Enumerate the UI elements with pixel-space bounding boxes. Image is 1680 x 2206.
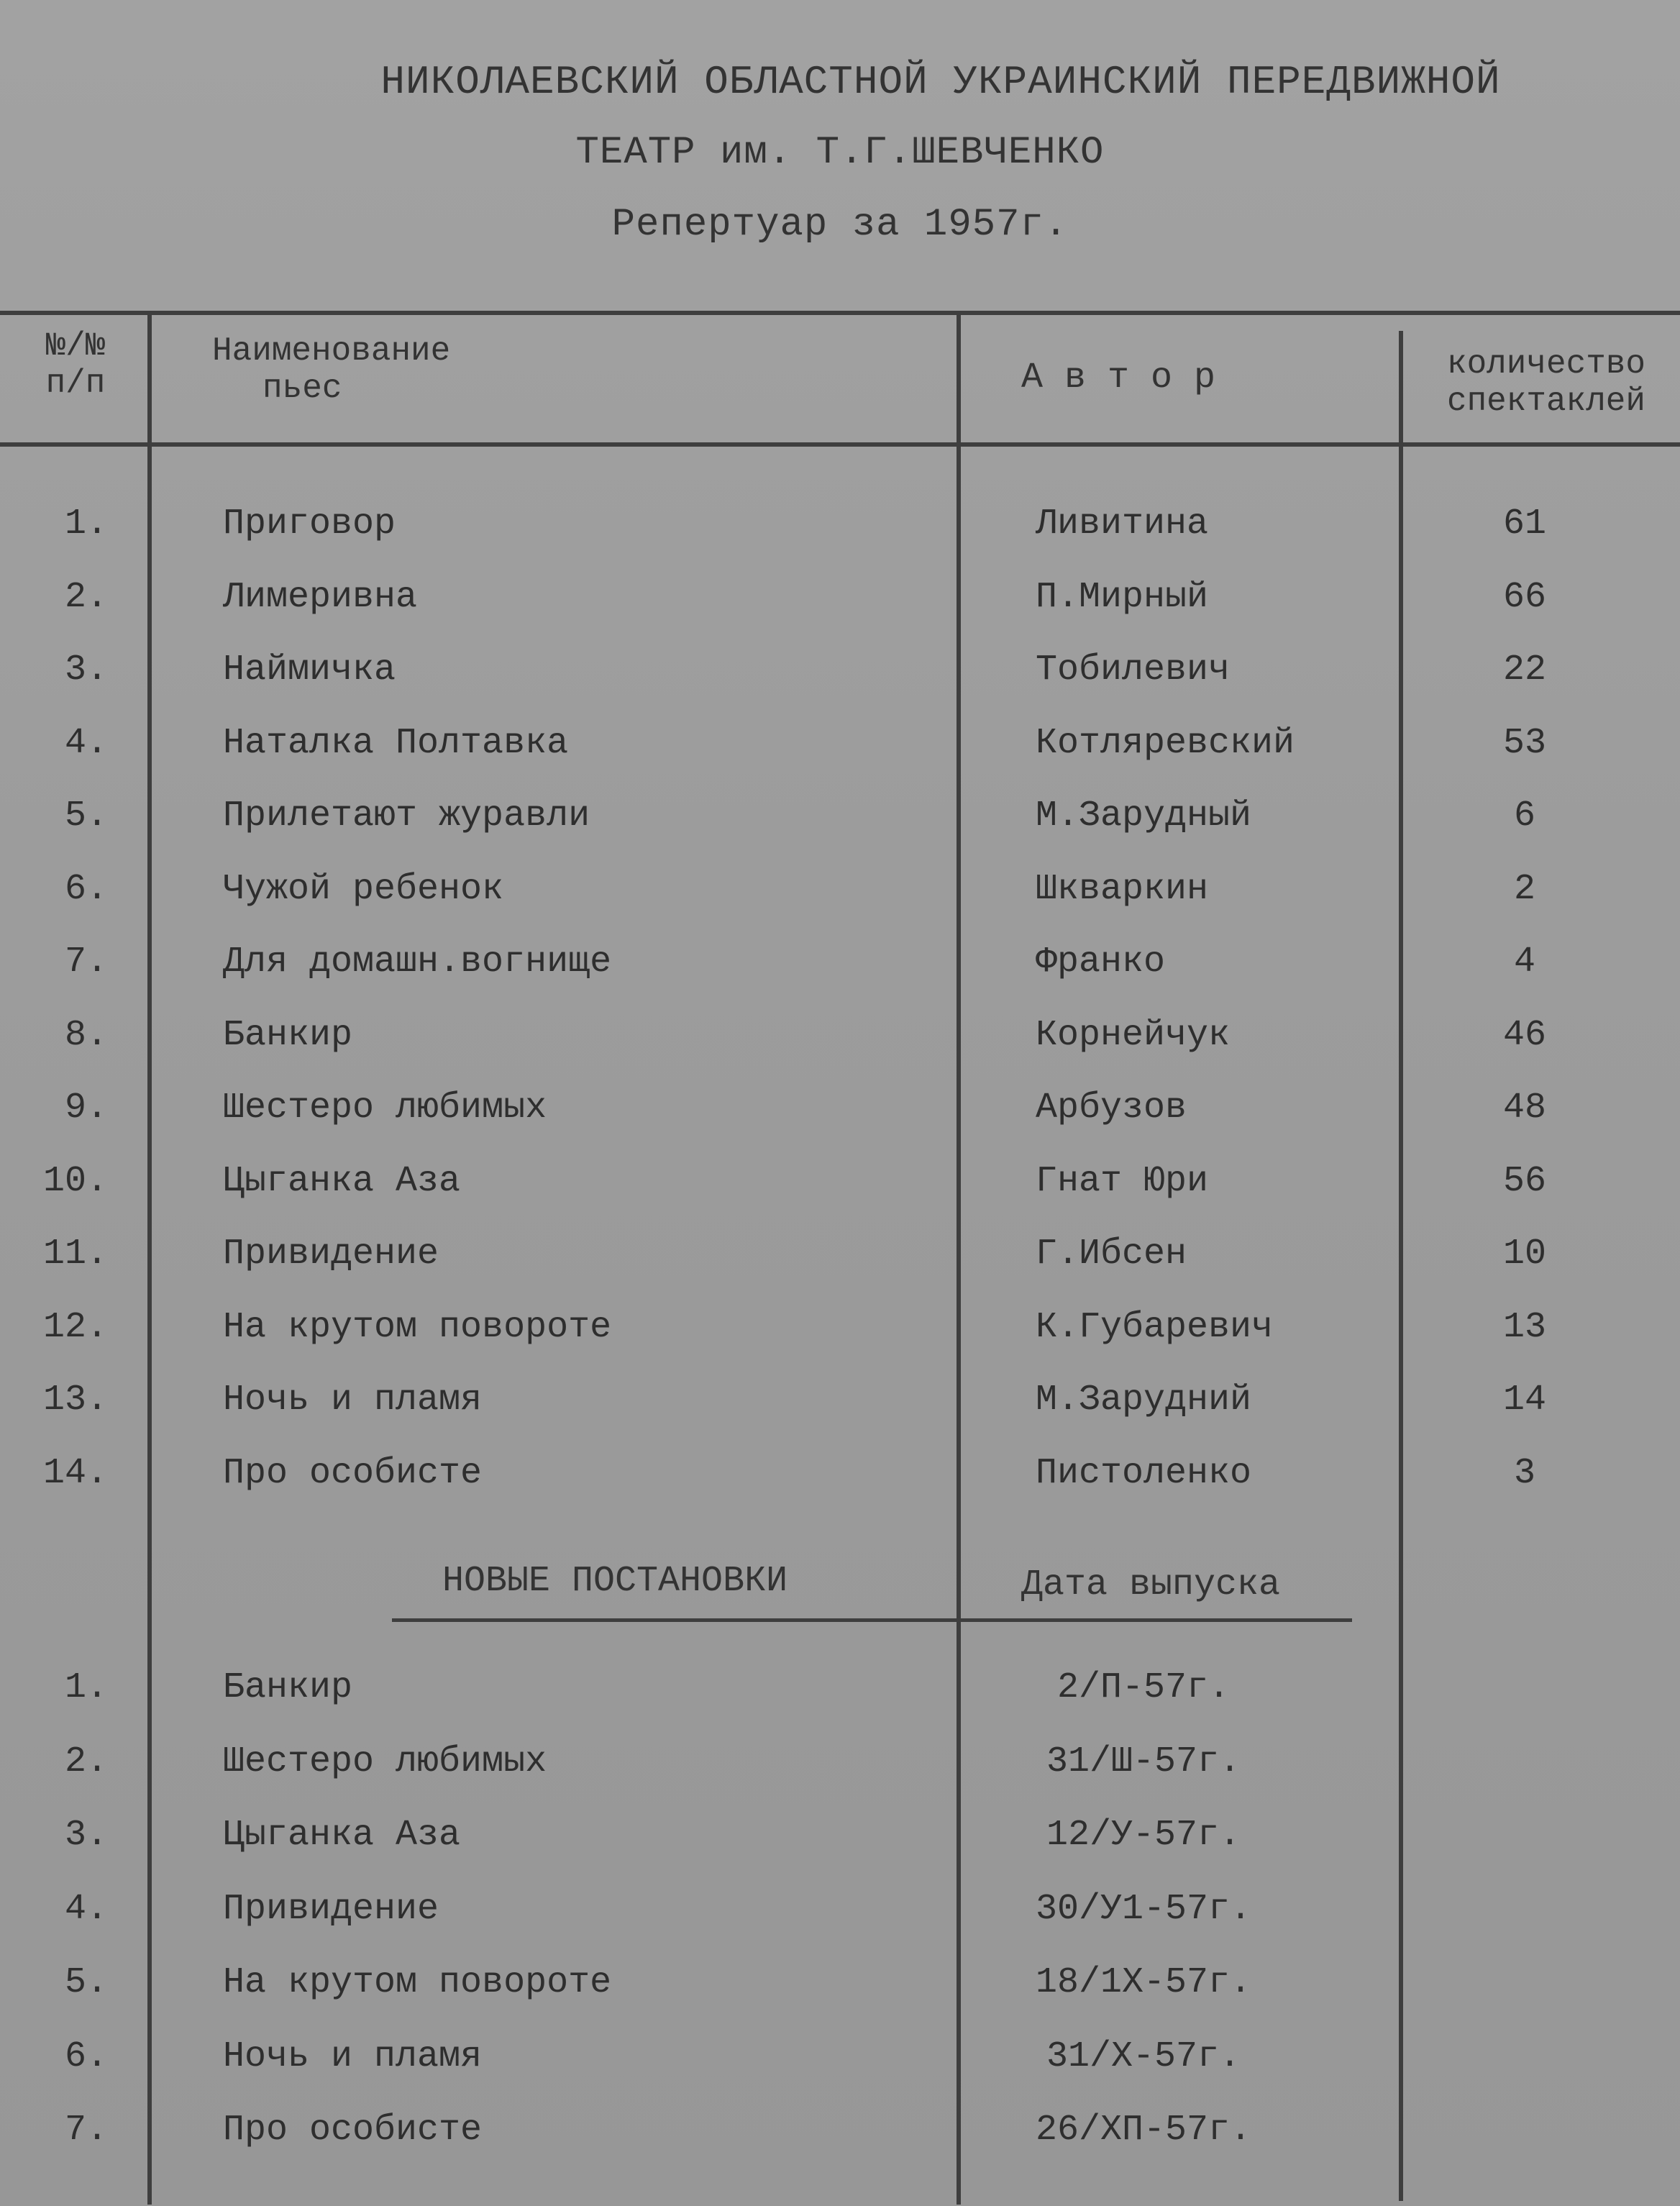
table-row — [0, 2036, 1680, 2108]
column-header-title-line1: Наименование — [212, 332, 451, 370]
play-title: Ночь и пламя — [223, 1380, 483, 1421]
row-number: 11. — [42, 1234, 108, 1275]
play-title: Про особисте — [223, 1453, 483, 1494]
release-date: 31/Ш-57г. — [1046, 1741, 1241, 1782]
performance-count: 14 — [1502, 1380, 1546, 1421]
release-date: 26/ХП-57г. — [1036, 2110, 1252, 2151]
play-author: Арбузов — [1036, 1088, 1187, 1129]
row-number: 7. — [64, 942, 108, 983]
row-number: 8. — [64, 1015, 108, 1056]
play-title: Банкир — [223, 1667, 353, 1708]
table-row — [0, 942, 1680, 1013]
row-number: 3. — [64, 1815, 108, 1856]
play-title: Наталка Полтавка — [223, 723, 569, 764]
column-header-number — [29, 327, 122, 402]
play-title: Прилетают журавли — [223, 796, 590, 837]
play-title: Про особисте — [223, 2110, 483, 2151]
table-row — [0, 503, 1680, 575]
table-row — [0, 1380, 1680, 1451]
release-date-header: Дата выпуска — [1021, 1564, 1281, 1605]
play-title: Шестеро любимых — [223, 1088, 547, 1129]
performance-count: 2 — [1513, 869, 1535, 910]
document-title-line2: ТЕАТР им. Т.Г.ШЕВЧЕНКО — [575, 131, 1105, 175]
performance-count: 61 — [1502, 503, 1546, 544]
table-row — [0, 796, 1680, 867]
play-title: На крутом повороте — [223, 1962, 612, 2003]
table-row — [0, 1088, 1680, 1159]
play-author: Корнейчук — [1036, 1015, 1231, 1056]
table-row — [0, 577, 1680, 649]
table-row — [0, 1161, 1680, 1233]
row-number: 10. — [42, 1161, 108, 1202]
table-row — [0, 650, 1680, 721]
performance-count: 56 — [1502, 1161, 1546, 1202]
performance-count: 13 — [1502, 1307, 1546, 1348]
performance-count: 53 — [1502, 723, 1546, 764]
document-title-line1: НИКОЛАЕВСКИЙ ОБЛАСТНОЙ УКРАИНСКИЙ ПЕРЕДВИЖНОЙ — [380, 59, 1501, 105]
table-row — [0, 723, 1680, 795]
play-title: Лимеривна — [223, 577, 418, 618]
table-row — [0, 2110, 1680, 2182]
column-header-count-line1: количество — [1446, 345, 1646, 383]
play-author: Шкваркин — [1036, 869, 1209, 910]
play-author: М.Зарудний — [1036, 1380, 1252, 1421]
play-author: Гнат Юри — [1036, 1161, 1209, 1202]
play-title: Шестеро любимых — [223, 1741, 547, 1782]
row-number: 4. — [64, 723, 108, 764]
row-number: 1. — [64, 503, 108, 544]
column-header-count-line2: спектаклей — [1446, 383, 1646, 420]
new-productions-heading: НОВЫЕ ПОСТАНОВКИ — [442, 1561, 788, 1602]
row-number: 9. — [64, 1088, 108, 1129]
play-author: П.Мирный — [1036, 577, 1209, 618]
row-number: 3. — [64, 650, 108, 690]
row-number: 5. — [64, 1962, 108, 2003]
performance-count: 66 — [1502, 577, 1546, 618]
row-number: 7. — [64, 2110, 108, 2151]
play-title: Для домашн.вогнище — [223, 942, 612, 983]
table-row — [0, 869, 1680, 941]
play-title: Наймичка — [223, 650, 396, 690]
row-number: 5. — [64, 796, 108, 837]
release-date: 31/Х-57г. — [1046, 2036, 1241, 2077]
performance-count: 22 — [1502, 650, 1546, 690]
column-header-author: А в т о р — [1021, 357, 1216, 398]
column-header-title — [212, 332, 450, 407]
performance-count: 4 — [1513, 942, 1535, 983]
play-author: Котляревский — [1036, 723, 1295, 764]
column-header-number-line1: №/№ — [45, 327, 106, 365]
play-title: На крутом повороте — [223, 1307, 612, 1348]
release-date: 2/П-57г. — [1056, 1667, 1231, 1708]
play-title: Банкир — [223, 1015, 353, 1056]
row-number: 12. — [42, 1307, 108, 1348]
performance-count: 10 — [1502, 1234, 1546, 1275]
play-author: Франко — [1036, 942, 1166, 983]
header-bottom-rule — [0, 442, 1680, 447]
row-number: 14. — [42, 1453, 108, 1494]
table-row — [0, 1962, 1680, 2034]
play-author: Г.Ибсен — [1036, 1234, 1187, 1275]
play-author: Тобилевич — [1036, 650, 1231, 690]
row-number: 6. — [64, 869, 108, 910]
table-row — [0, 1015, 1680, 1087]
performance-count: 6 — [1513, 796, 1535, 837]
row-number: 6. — [64, 2036, 108, 2077]
table-row — [0, 1741, 1680, 1813]
play-author: М.Зарудный — [1036, 796, 1252, 837]
release-date: 12/У-57г. — [1046, 1815, 1241, 1856]
new-productions-rule — [392, 1618, 1352, 1622]
table-row — [0, 1889, 1680, 1961]
column-header-title-line2: пьес — [262, 370, 342, 407]
row-number: 2. — [64, 577, 108, 618]
performance-count: 48 — [1502, 1088, 1546, 1129]
play-author: К.Губаревич — [1036, 1307, 1274, 1348]
play-title: Привидение — [223, 1234, 439, 1275]
release-date: 30/У1-57г. — [1036, 1889, 1252, 1930]
column-header-number-line2: п/п — [45, 365, 106, 402]
table-row — [0, 1234, 1680, 1305]
row-number: 13. — [42, 1380, 108, 1421]
play-title: Ночь и пламя — [223, 2036, 483, 2077]
play-author: Ливитина — [1036, 503, 1209, 544]
performance-count: 46 — [1502, 1015, 1546, 1056]
row-number: 2. — [64, 1741, 108, 1782]
row-number: 1. — [64, 1667, 108, 1708]
table-row — [0, 1453, 1680, 1525]
play-title: Цыганка Аза — [223, 1815, 461, 1856]
table-row — [0, 1667, 1680, 1739]
column-header-count — [1428, 345, 1665, 420]
play-title: Приговор — [223, 503, 396, 544]
performance-count: 3 — [1513, 1453, 1535, 1494]
play-title: Чужой ребенок — [223, 869, 504, 910]
release-date: 18/1Х-57г. — [1036, 1962, 1252, 2003]
play-title: Привидение — [223, 1889, 439, 1930]
play-author: Пистоленко — [1036, 1453, 1252, 1494]
play-title: Цыганка Аза — [223, 1161, 461, 1202]
table-top-rule — [0, 311, 1680, 315]
table-row — [0, 1307, 1680, 1379]
table-row — [0, 1815, 1680, 1887]
document-subtitle: Репертуар за 1957г. — [611, 203, 1069, 247]
row-number: 4. — [64, 1889, 108, 1930]
